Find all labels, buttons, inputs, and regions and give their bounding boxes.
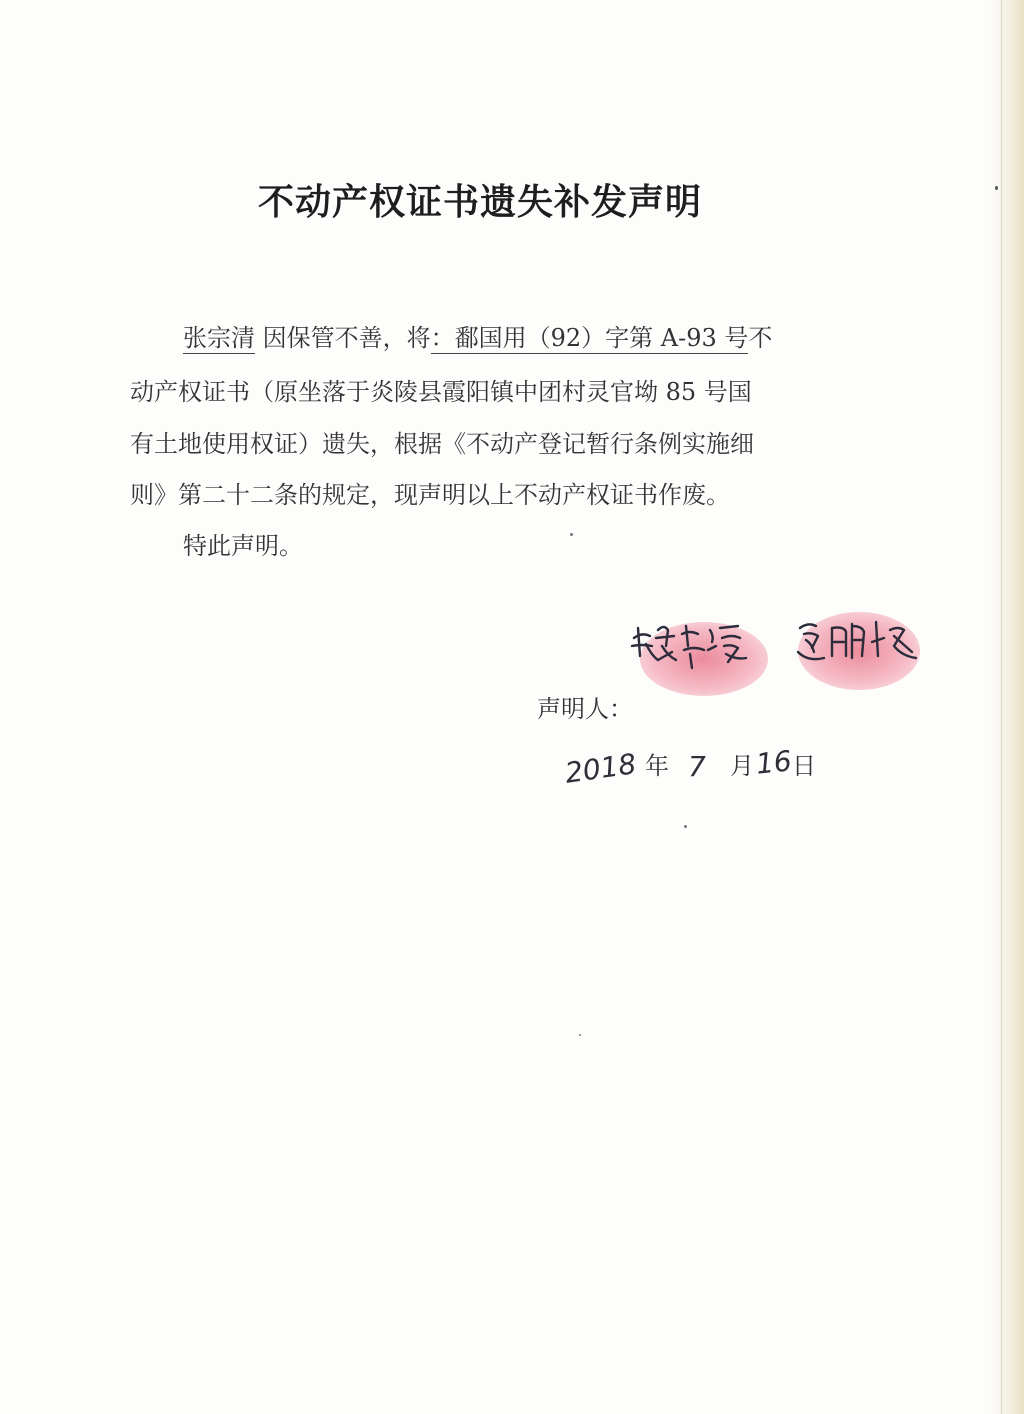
paragraph-1-text-b: 不: [748, 324, 773, 352]
closing-statement: 特此声明。: [183, 532, 303, 560]
handwritten-signature-1: [628, 616, 768, 676]
handwritten-signature-2: [790, 612, 930, 672]
declarant-label: 声明人：: [537, 695, 633, 723]
date-day-unit: 日: [792, 752, 816, 780]
scan-speck: [684, 825, 687, 828]
scan-speck: [579, 1034, 581, 1036]
document-title: 不动产权证书遗失补发声明: [257, 182, 702, 223]
declarant-name: 张宗清: [183, 324, 255, 352]
date-month-handwritten: 7: [688, 750, 706, 783]
paragraph-1-line-2: 动产权证书（原坐落于炎陵县霞阳镇中团村灵官坳 85 号国: [130, 378, 752, 406]
date-year-handwritten: 2018: [563, 747, 639, 790]
paragraph-1-line-1: [183, 322, 883, 354]
date-year-unit: 年: [645, 752, 669, 780]
date-day-handwritten: 16: [754, 744, 794, 781]
paragraph-1-text-a: 因保管不善，将: [262, 324, 431, 352]
certificate-number: ：鄱国用（92）字第 A-93 号: [430, 324, 749, 352]
scan-speck: [570, 533, 573, 536]
paragraph-1-line-4: 则》第二十二条的规定，现声明以上不动产权证书作废。: [130, 481, 730, 509]
scan-speck: [995, 186, 998, 190]
date-month-unit: 月: [730, 752, 754, 780]
paper-edge-line: [1001, 0, 1002, 1414]
paper-edge-shadow: [990, 0, 1024, 1414]
paragraph-1-line-3: 有土地使用权证）遗失，根据《不动产登记暂行条例实施细: [130, 430, 754, 458]
